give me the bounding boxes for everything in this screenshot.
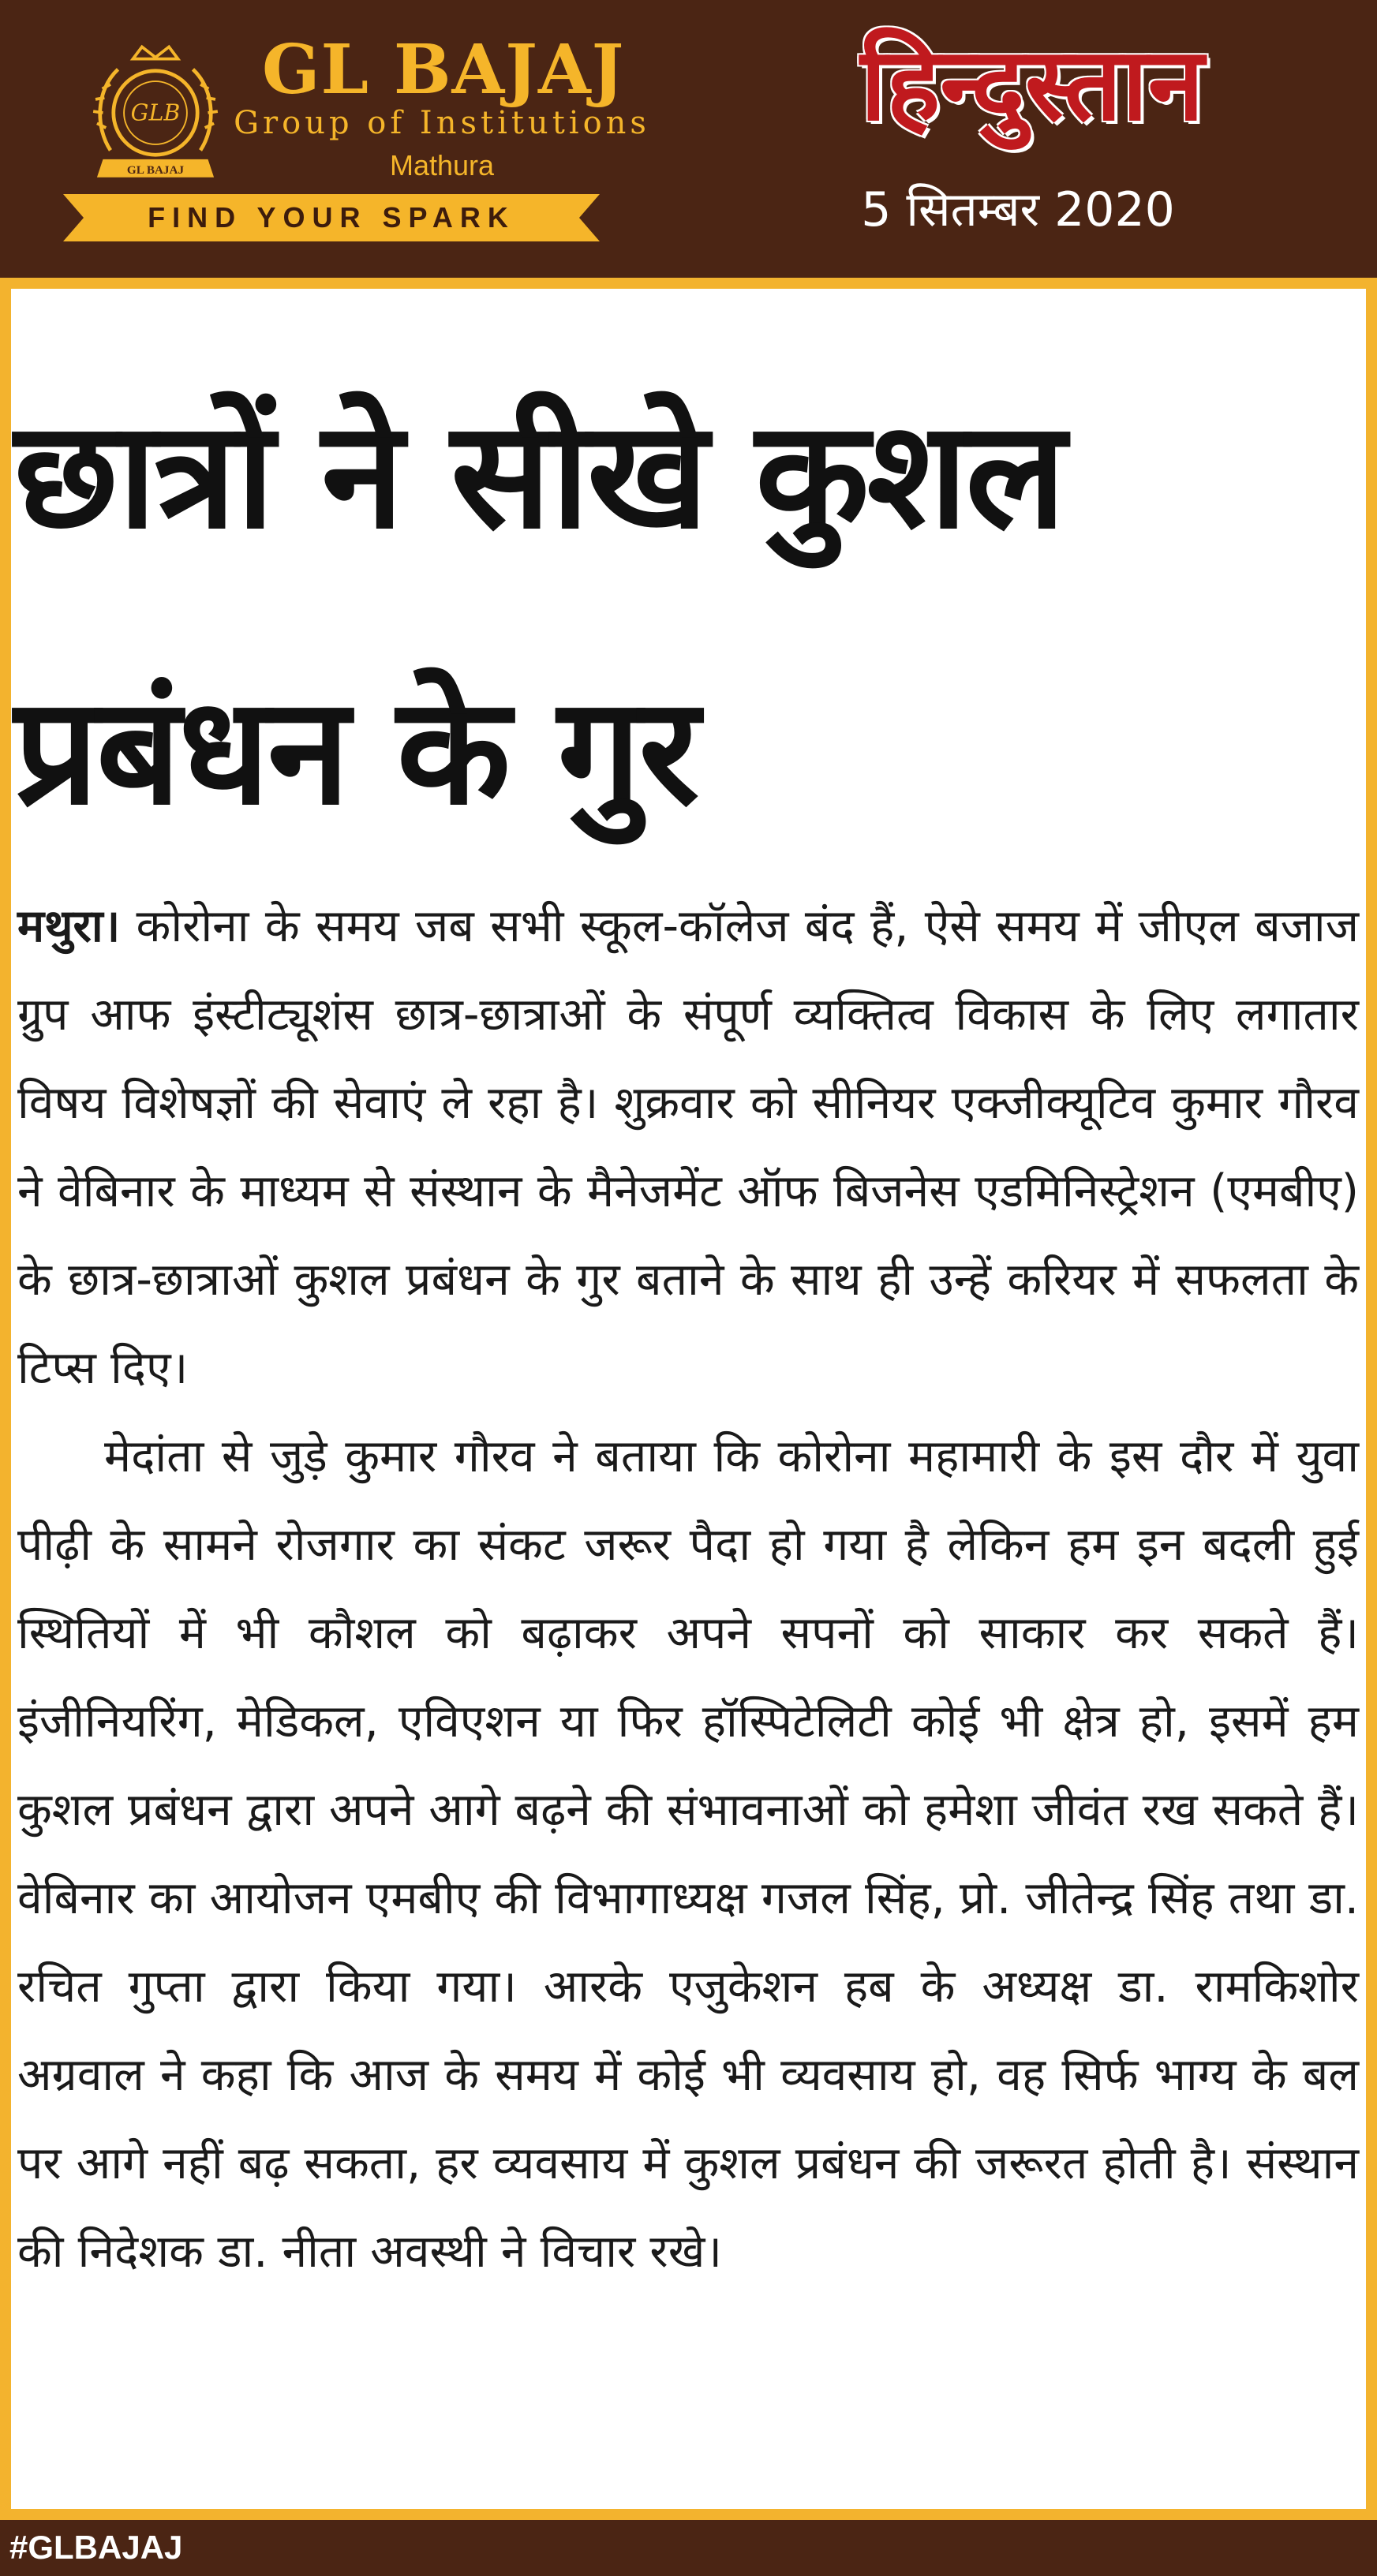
footer-bar bbox=[0, 2520, 1377, 2576]
article-body-paragraph: मेदांता से जुड़े कुमार गौरव ने बताया कि कोरोना महामारी के इस दौर में युवा पीढ़ी के सामने रोजगार का संकट जरूर पैदा हो गया है लेकिन हम इन बदली हुई स्थितियों में भी कौशल को बढ़ाकर अपने सपनों को साकार कर सकते हैं। इंजीनियरिंग, मेडिकल, एविएशन या फिर हॉस्पिटेलिटी कोई भी क्षेत्र हो, इसमें हम कुशल प्रबंधन द्वारा अपने आगे बढ़ने की संभावनाओं को हमेशा जीवंत रख सकते हैं। वेबिनार का आयोजन एमबीए की विभागाध्यक्ष गजल सिंह, प्रो. जीतेन्द्र सिंह तथा डा. रचित गुप्ता द्वारा किया गया। आरके एजुकेशन हब के अध्यक्ष डा. रामकिशोर अग्रवाल ने कहा कि आज के समय में कोई भी व्यवसाय हो, वह सिर्फ भाग्य के बल पर आगे नहीं बढ़ सकता, हर व्यवसाय में कुशल प्रबंधन की जरूरत होती है। संस्थान की निदेशक डा. नीता अवस्थी ने विचार रखे। bbox=[17, 1430, 1359, 2278]
footer-hashtag: #GLBAJAJ bbox=[9, 2529, 183, 2566]
svg-text:GL BAJAJ: GL BAJAJ bbox=[126, 163, 185, 177]
header-banner bbox=[0, 0, 1377, 278]
article-body bbox=[17, 882, 1359, 2296]
news-clipping bbox=[11, 289, 1366, 2509]
brand-emblem bbox=[80, 38, 230, 188]
svg-text:GLB: GLB bbox=[130, 99, 181, 126]
brand-name: GL BAJAJ bbox=[262, 30, 625, 110]
publication-date: 5 सितम्बर 2020 bbox=[861, 182, 1175, 237]
clipping-frame bbox=[0, 278, 1377, 2520]
brand-subtitle: Group of Institutions bbox=[234, 105, 650, 141]
article-headline: छात्रों ने सीखे कुशल प्रबंधन के गुर bbox=[14, 389, 1064, 838]
brand-city: Mathura bbox=[389, 149, 495, 181]
article-lead-text: कोरोना के समय जब सभी स्कूल-कॉलेज बंद हैं, ऐसे समय में जीएल बजाज ग्रुप आफ इंस्टीट्यूशंस छात्र-छात्राओं के संपूर्ण व्यक्तित्व विकास के लिए लगातार विषय विशेषज्ञों की सेवाएं ले रहा है। शुक्रवार को सीनियर एक्जीक्यूटिव कुमार गौरव ने वेबिनार के माध्यम से संस्थान के मैनेजमेंट ऑफ बिजनेस एडमिनिस्ट्रेशन (एमबीए) के छात्र-छात्राओं कुशल प्रबंधन के गुर बताने के साथ ही उन्हें करियर में सफलता के टिप्स दिए। bbox=[17, 900, 1359, 1394]
article-dateline: मथुरा। bbox=[17, 900, 121, 952]
tagline: FIND YOUR SPARK bbox=[148, 201, 515, 234]
newspaper-masthead: हिन्दुस्तान bbox=[860, 26, 1204, 144]
brand-logo bbox=[63, 30, 650, 234]
article-lead-paragraph bbox=[17, 882, 1359, 1412]
